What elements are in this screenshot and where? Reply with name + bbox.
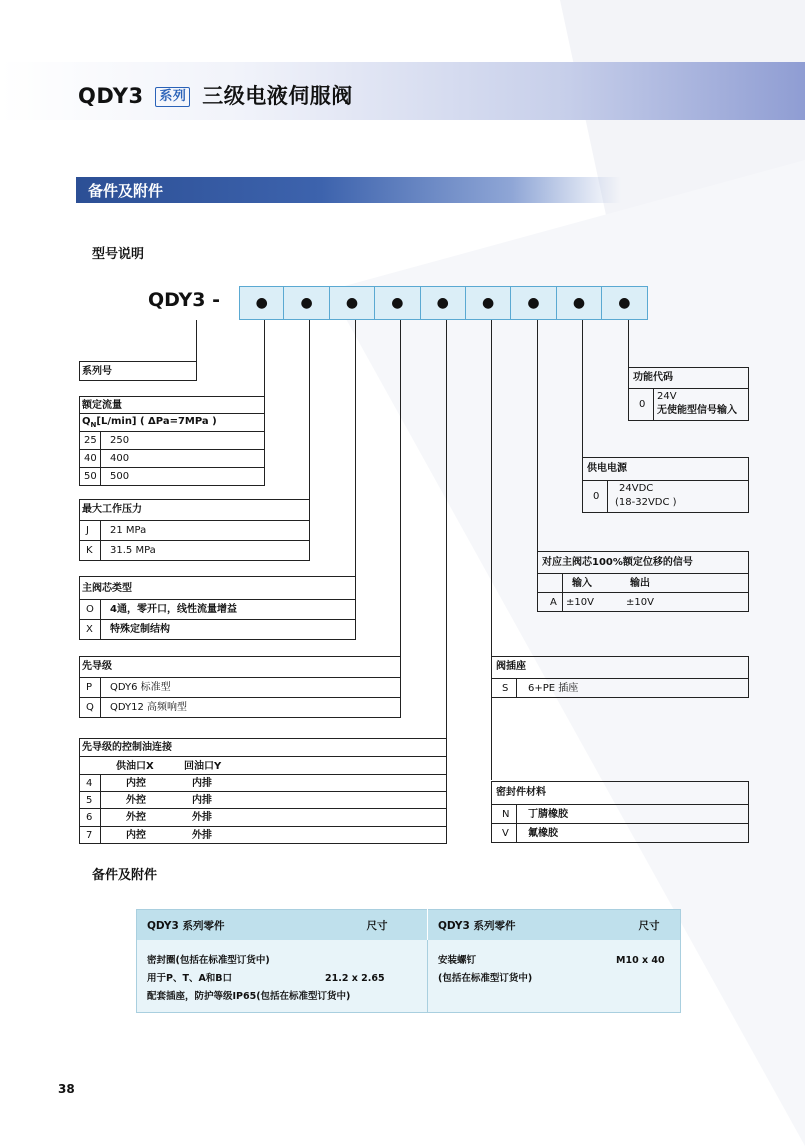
code-cell: ● bbox=[284, 286, 329, 320]
flow-unit: $Q_N[L/\min]$ ( ΔPa=7MPa ) bbox=[82, 416, 217, 429]
pilot-value: QDY12 高频响型 bbox=[110, 702, 188, 713]
pilot-oil-table bbox=[79, 738, 447, 844]
power-line2: (18-32VDC ) bbox=[615, 497, 677, 508]
spool-table bbox=[79, 576, 356, 640]
pilot-table bbox=[79, 656, 401, 718]
accessories-left-size: 21.2 x 2.65 bbox=[325, 973, 385, 984]
function-code-line2: 无使能型信号输入 bbox=[657, 405, 737, 416]
flow-code: 40 bbox=[84, 453, 97, 464]
flow-value: 250 bbox=[110, 435, 130, 446]
accessories-row bbox=[137, 940, 681, 1013]
pilot-oil-x: 外控 bbox=[126, 812, 146, 823]
flow-title: 额定流量 bbox=[82, 400, 122, 411]
power-table bbox=[582, 457, 749, 513]
accessories-header: 尺寸 bbox=[327, 910, 428, 941]
power-line1: 24VDC bbox=[619, 483, 654, 494]
connector-line bbox=[537, 320, 538, 552]
connector-line bbox=[309, 320, 310, 500]
series-name: QDY3 bbox=[78, 84, 144, 108]
section-bar bbox=[76, 177, 621, 203]
accessories-header: QDY3 系列零件 bbox=[428, 910, 619, 941]
pilot-oil-x: 内控 bbox=[126, 830, 146, 841]
signal-in: ±10V bbox=[566, 597, 594, 608]
pressure-table bbox=[79, 499, 310, 561]
connector-line bbox=[582, 320, 583, 458]
code-cell: ● bbox=[375, 286, 420, 320]
pilot-oil-title: 先导级的控制油连接 bbox=[82, 742, 172, 753]
connector-line bbox=[446, 320, 447, 738]
socket-title: 阀插座 bbox=[496, 661, 526, 672]
accessories-header-row bbox=[137, 910, 681, 941]
signal-code: A bbox=[550, 597, 557, 608]
pilot-oil-x: 外控 bbox=[126, 795, 146, 806]
code-cell: ● bbox=[557, 286, 602, 320]
flow-value: 500 bbox=[110, 471, 130, 482]
flow-code: 25 bbox=[84, 435, 97, 446]
power-code: 0 bbox=[593, 491, 600, 502]
signal-out: ±10V bbox=[626, 597, 654, 608]
pressure-value: 21 MPa bbox=[110, 525, 147, 536]
pilot-oil-y: 内排 bbox=[192, 778, 212, 789]
pilot-code: Q bbox=[86, 702, 94, 713]
seal-code: V bbox=[502, 828, 509, 839]
connector-line bbox=[628, 320, 629, 368]
model-code-prefix: QDY3 - bbox=[148, 289, 221, 311]
pilot-oil-code: 7 bbox=[86, 830, 93, 841]
connector-line bbox=[355, 320, 356, 576]
spool-value: 特殊定制结构 bbox=[110, 624, 170, 635]
seal-title: 密封件材料 bbox=[496, 787, 546, 798]
function-code-code: 0 bbox=[639, 399, 646, 410]
function-code-line1: 24V bbox=[657, 391, 677, 402]
series-tag: 系列 bbox=[155, 87, 190, 107]
spool-code: O bbox=[86, 604, 94, 615]
spool-title: 主阀芯类型 bbox=[82, 583, 132, 594]
pilot-oil-col: 供油口X bbox=[116, 761, 154, 772]
code-cell: ● bbox=[239, 286, 284, 320]
connector-line bbox=[400, 320, 401, 656]
flow-code: 50 bbox=[84, 471, 97, 482]
pilot-title: 先导级 bbox=[82, 661, 112, 672]
connector-line bbox=[491, 690, 492, 780]
power-title: 供电电源 bbox=[587, 463, 627, 474]
model-code-cells bbox=[239, 286, 648, 320]
connector-line bbox=[491, 320, 492, 656]
pilot-oil-x: 内控 bbox=[126, 778, 146, 789]
pilot-code: P bbox=[86, 682, 93, 693]
pressure-code: J bbox=[86, 525, 89, 536]
connector-line bbox=[264, 320, 265, 396]
accessories-left-line: 配套插座，防护等级IP65(包括在标准型订货中) bbox=[147, 991, 351, 1002]
seal-value: 丁腈橡胶 bbox=[528, 809, 568, 820]
accessories-table bbox=[136, 909, 681, 1013]
code-cell: ● bbox=[602, 286, 647, 320]
signal-table bbox=[537, 551, 749, 612]
accessories-right-cell bbox=[428, 940, 681, 1013]
spool-value: 4通，零开口，线性流量增益 bbox=[110, 604, 237, 615]
accessories-left-line: 密封圈(包括在标准型订货中) bbox=[147, 955, 270, 966]
accessories-header: 尺寸 bbox=[618, 910, 681, 941]
flow-table bbox=[79, 396, 265, 486]
code-cell: ● bbox=[421, 286, 466, 320]
pressure-value: 31.5 MPa bbox=[110, 545, 156, 556]
function-code-table bbox=[628, 367, 749, 421]
socket-table bbox=[491, 656, 749, 698]
pilot-oil-code: 4 bbox=[86, 778, 93, 789]
pilot-oil-y: 外排 bbox=[192, 830, 212, 841]
pressure-code: K bbox=[86, 545, 93, 556]
pilot-oil-y: 内排 bbox=[192, 795, 212, 806]
code-cell: ● bbox=[466, 286, 511, 320]
pressure-title: 最大工作压力 bbox=[82, 504, 142, 515]
seal-table bbox=[491, 781, 749, 843]
signal-col: 输出 bbox=[630, 578, 650, 589]
function-code-title: 功能代码 bbox=[633, 372, 673, 383]
section-title: 备件及附件 bbox=[88, 182, 164, 200]
spool-code: X bbox=[86, 624, 93, 635]
connector-line bbox=[196, 320, 197, 362]
signal-col: 输入 bbox=[572, 578, 592, 589]
product-name: 三级电液伺服阀 bbox=[202, 84, 353, 108]
accessories-header: QDY3 系列零件 bbox=[137, 910, 328, 941]
flow-value: 400 bbox=[110, 453, 130, 464]
model-heading: 型号说明 bbox=[92, 247, 145, 262]
pilot-oil-y: 外排 bbox=[192, 812, 212, 823]
page-number: 38 bbox=[58, 1082, 75, 1096]
pilot-oil-code: 6 bbox=[86, 812, 93, 823]
pilot-oil-code: 5 bbox=[86, 795, 93, 806]
accessories-right-line: 安装螺钉 bbox=[438, 955, 477, 966]
page-title bbox=[78, 80, 353, 110]
code-cell: ● bbox=[330, 286, 375, 320]
series-box-label: 系列号 bbox=[82, 366, 112, 377]
accessories-left-cell bbox=[137, 940, 428, 1013]
pilot-value: QDY6 标准型 bbox=[110, 682, 171, 693]
code-cell: ● bbox=[511, 286, 556, 320]
signal-title: 对应主阀芯100%额定位移的信号 bbox=[542, 557, 693, 568]
pilot-oil-col: 回油口Y bbox=[184, 761, 222, 772]
socket-code: S bbox=[502, 683, 509, 694]
seal-value: 氟橡胶 bbox=[528, 828, 558, 839]
socket-value: 6+PE 插座 bbox=[528, 683, 579, 694]
accessories-right-line: (包括在标准型订货中) bbox=[438, 973, 533, 984]
seal-code: N bbox=[502, 809, 510, 820]
series-box bbox=[79, 361, 197, 381]
accessories-left-line: 用于P、T、A和B口 bbox=[147, 973, 233, 984]
accessories-heading: 备件及附件 bbox=[92, 868, 158, 883]
accessories-right-size: M10 x 40 bbox=[616, 955, 665, 966]
